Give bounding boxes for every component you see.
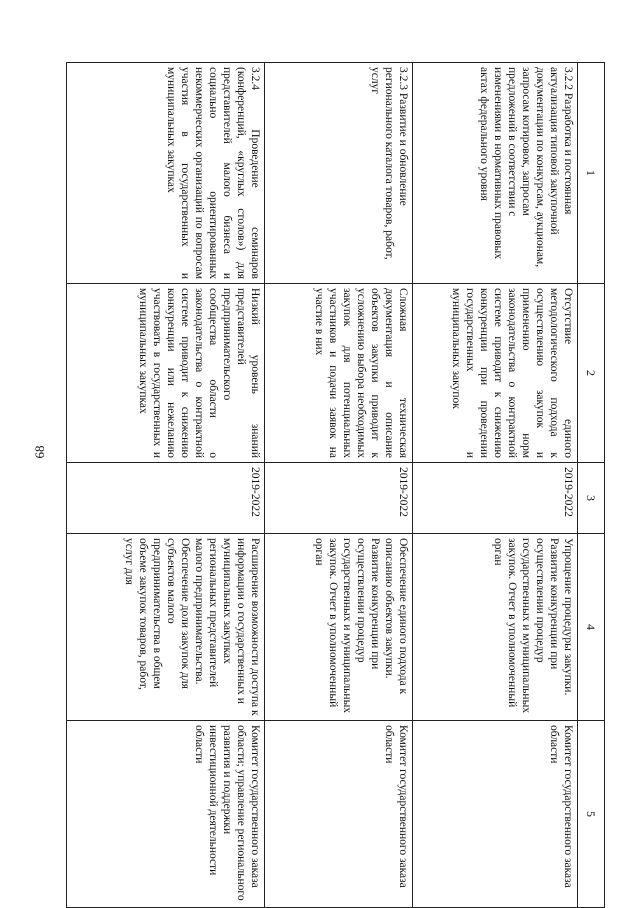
- page-number-text: 68: [32, 445, 47, 459]
- measure-name-cell: 3.2.3 Развитие и обновление регионального каталога товаров, работ, услуг: [265, 63, 413, 284]
- problem-cell: Сложная техническая документация и описание объектов закупки приводит к усложнению выбора необходимых закупок для потенциальных участников и подачи заявок на участие в них: [265, 284, 413, 463]
- header-cell-4: 4: [578, 534, 605, 721]
- header-cell-2: 2: [578, 284, 605, 463]
- table-header-row: [578, 63, 605, 908]
- measure-name-cell: 3.2.2 Разработка и постоянная актуализация типовой закупочной документации по конкурсам, аукционам, запросам котировок, запросам предложений в соответствии с изменениями в нормативных правовых актах федерального уровня: [413, 63, 578, 284]
- table-row: [413, 63, 578, 908]
- result-cell: Упрощение процедуры закупки. Развитие конкуренции при осуществлении процедур государственных и муниципальных закупок. Отчет в уполномоченный орган: [413, 534, 578, 721]
- table-row: [265, 63, 413, 908]
- executor-cell: Комитет государственного заказа области: [265, 721, 413, 908]
- header-cell-1: 1: [578, 63, 605, 284]
- problem-cell: Низкий уровень знаний представителей предпринимательского сообщества области о законодательства о контрактной системе приводит к снижению конкуренции или нежеланию участвовать в государственных и муниципальных закупках: [67, 284, 265, 463]
- header-cell-3: 3: [578, 463, 605, 534]
- period-cell: 2019-2022: [413, 463, 578, 534]
- header-cell-5: 5: [578, 721, 605, 908]
- executor-cell: Комитет государственного заказа области: [413, 721, 578, 908]
- result-cell: Расширение возможности доступа к информации о государственных и муниципальных закупках региональных представителей малого предпринимательства. Обеспечение доли закупок для субъектов малого предпринимательства в общем объеме закупок товаров, работ, услуг для: [67, 534, 265, 721]
- measures-table: [66, 62, 605, 908]
- period-cell: 2019-2022: [265, 463, 413, 534]
- rotated-table-container: [70, 62, 605, 901]
- executor-cell: Комитет государственного заказа области; управление регионального развития и поддержки инвестиционной деятельности области: [67, 721, 265, 908]
- result-cell: Обеспечение единого подхода к описанию объектов закупки. Развитие конкуренции при осуществлении процедур государственных и муниципальных закупок. Отчет в уполномоченный орган: [265, 534, 413, 721]
- period-cell: 2019-2022: [67, 463, 265, 534]
- measure-name-cell: 3.2.4 Проведение семинаров (конференций, «круглых столов») для представителей малого бизнеса и социально ориентированных некоммерческих организаций по вопросам участия в государственных и муниципальных закупках: [67, 63, 265, 284]
- problem-cell: Отсутствие единого методологического подхода к осуществлению закупок и применению норм законодательства о контрактной системе приводит к снижению конкуренции при проведении государственных и муниципальных закупок: [413, 284, 578, 463]
- table-row: [67, 63, 265, 908]
